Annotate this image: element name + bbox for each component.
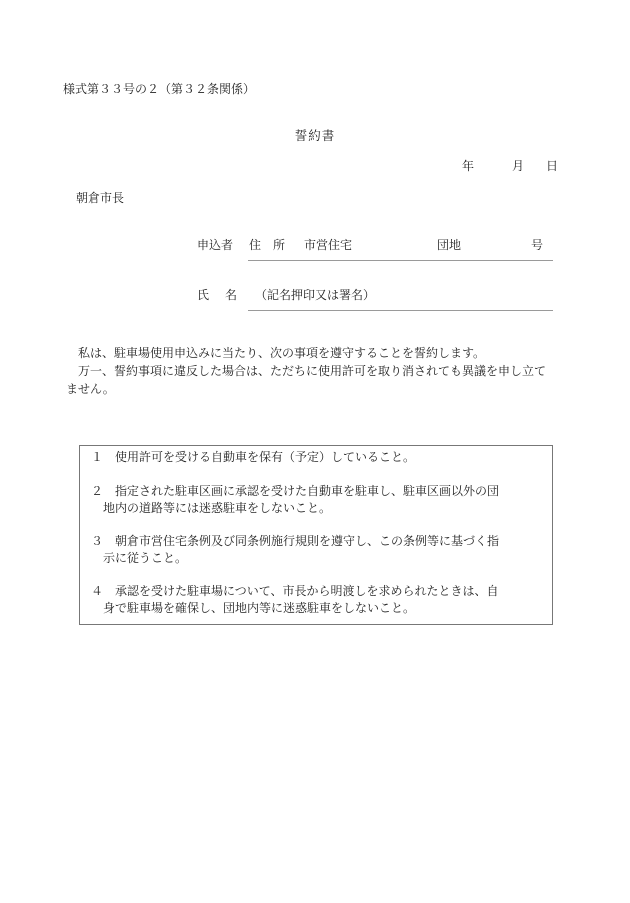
name-underline <box>248 310 553 311</box>
rule-number: ３ <box>91 534 104 548</box>
pledge-paragraph-1: 私は、駐車場使用申込みに当たり、次の事項を遵守することを誓約します。 <box>78 346 486 360</box>
rule-text-continued: 身で駐車場を確保し、団地内等に迷惑駐車をしないこと。 <box>103 601 416 615</box>
rule-number: ４ <box>91 584 104 598</box>
rule-text: 朝倉市営住宅条例及び同条例施行規則を遵守し、この条例等に基づく指 <box>115 534 500 548</box>
rule-item <box>91 533 546 567</box>
rules-box <box>79 445 553 625</box>
pledge-paragraph-2: 万一、誓約事項に違反した場合は、ただちに使用許可を取り消されても異議を申し立てません。 <box>66 364 547 396</box>
name-label-char-2: 名 <box>225 288 238 302</box>
rule-text-continued: 地内の道路等には迷惑駐車をしないこと。 <box>103 501 332 515</box>
rule-item <box>91 483 546 517</box>
date-month-label: 月 <box>512 159 525 173</box>
rule-text: 承認を受けた駐車場について、市長から明渡しを求められたときは、自 <box>115 584 499 598</box>
rule-text-continued: 示に従うこと。 <box>103 551 188 565</box>
danchi-label: 団地 <box>437 238 462 252</box>
name-label-char-1: 氏 <box>197 288 210 302</box>
rule-number: ２ <box>91 484 104 498</box>
address-value: 市営住宅 <box>304 238 353 252</box>
name-signature-note: （記名押印又は署名） <box>255 288 376 302</box>
document-title: 誓約書 <box>294 128 336 143</box>
rule-item <box>91 449 546 466</box>
applicant-label: 申込者 <box>197 238 234 252</box>
address-label-char-2: 所 <box>273 238 286 252</box>
addressee: 朝倉市長 <box>76 191 125 205</box>
date-line <box>462 157 558 174</box>
go-label: 号 <box>531 238 544 252</box>
address-label <box>249 236 285 253</box>
date-year-label: 年 <box>462 159 475 173</box>
pledge-body <box>66 344 556 398</box>
rule-text: 使用許可を受ける自動車を保有（予定）していること。 <box>115 450 416 464</box>
rule-number: １ <box>91 450 104 464</box>
address-label-char-1: 住 <box>249 238 262 252</box>
form-number: 様式第３３号の２（第３２条関係） <box>63 82 256 96</box>
name-label <box>197 286 237 303</box>
rule-item <box>91 583 546 617</box>
date-day-label: 日 <box>546 159 559 173</box>
rule-text: 指定された駐車区画に承認を受けた自動車を駐車し、駐車区画以外の団 <box>115 484 500 498</box>
address-underline <box>248 260 553 261</box>
